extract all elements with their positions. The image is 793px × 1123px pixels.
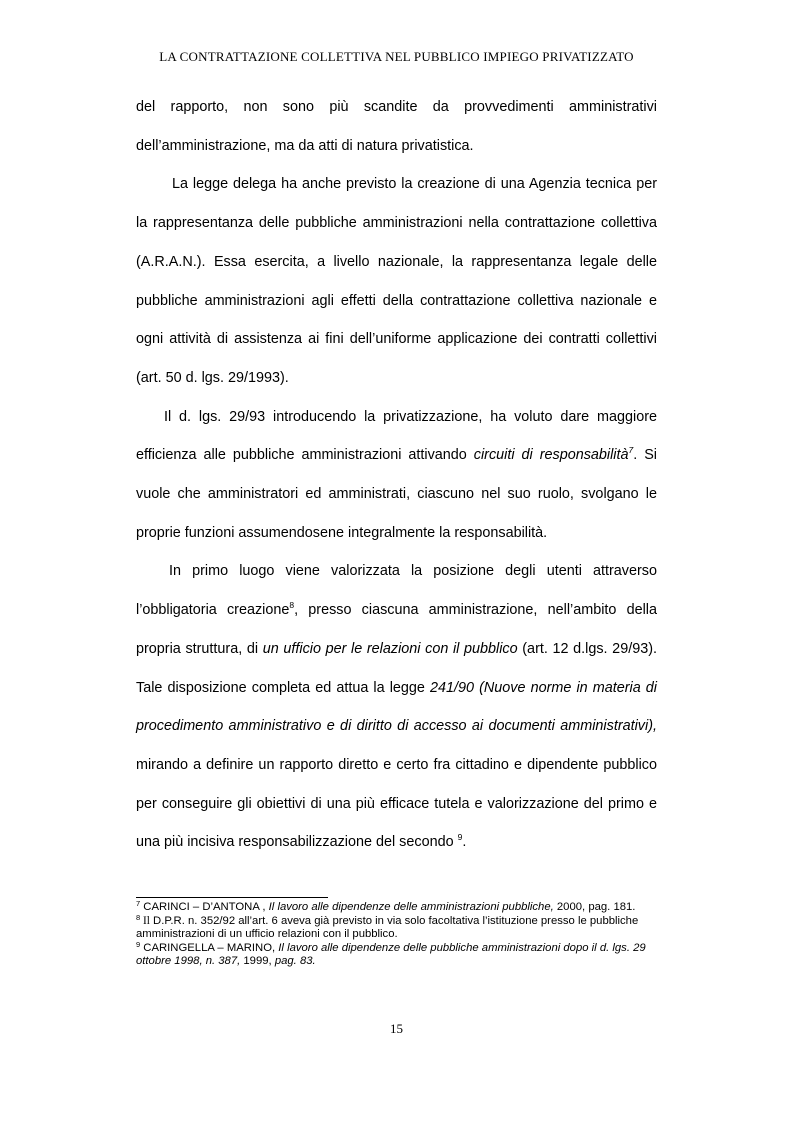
footnote-separator <box>136 897 328 898</box>
footnote-year: 1999, <box>240 955 275 968</box>
paragraph-3 <box>136 398 657 553</box>
footnote-page: pag. 83. <box>274 955 316 968</box>
footnote-9 <box>136 939 658 969</box>
footnote-ref-9: 9 <box>457 832 463 843</box>
footnote-number: 9 <box>136 939 141 949</box>
paragraph-3-text: Il d. lgs. 29/93 introducendo la privatizzazione, ha voluto dare maggiore efficienza alle pubbliche amministrazioni attivando <box>136 408 657 464</box>
paragraph-3-emphasis: circuiti di responsabilità <box>473 447 629 464</box>
running-header: LA CONTRATTAZIONE COLLETTIVA NEL PUBBLICO IMPIEGO PRIVATIZZATO <box>159 49 634 64</box>
body-text <box>136 88 657 862</box>
footnote-author: CARINGELLA – MARINO, <box>140 941 279 954</box>
footnote-8 <box>136 912 658 942</box>
footnote-text: D.P.R. n. 352/92 all’art. 6 aveva già previsto in via solo facoltativa l’istituzione presso le pubbliche amministrazioni di un ufficio relazioni con il pubblico. <box>136 914 639 941</box>
paragraph-4-text-1: In primo luogo viene valorizzata la posizione degli utenti attraverso l’obbligatoria creazione <box>136 563 657 619</box>
footnote-lead: Il <box>140 914 150 927</box>
footnote-ref-8: 8 <box>289 600 295 611</box>
paragraph-4-emphasis-2: 241/90 (Nuove norme in materia di procedimento amministrativo e di diritto di accesso ai documenti amministrativi), <box>136 679 657 735</box>
paragraph-1: del rapporto, non sono più scandite da provvedimenti amministrativi dell’amministrazione, ma da atti di natura privatistica. <box>136 99 657 154</box>
footnote-number: 7 <box>136 899 141 908</box>
paragraph-4-text-3: (art. 12 d.lgs. 29/93). Tale disposizione completa ed attua la legge <box>136 640 657 696</box>
footnote-citation: 2000, pag. 181. <box>553 901 636 913</box>
paragraph-4-text-5: . <box>462 834 467 851</box>
paragraph-2: La legge delega ha anche previsto la creazione di una Agenzia tecnica per la rappresentanza delle pubbliche amministrazioni nella contrattazione collettiva (A.R.A.N.). Essa esercita, a livello nazionale, la rappresentanza legale delle pubbliche amministrazioni agli effetti della contrattazione collettiva nazionale e ogni attività di assistenza ai fini dell’uniforme applicazione dei contratti collettivi (art. 50 d. lgs. 29/1993). <box>136 176 657 386</box>
paragraph-4-text-2: , presso ciascuna amministrazione, nell’ambito della propria struttura, di <box>136 602 657 657</box>
footnote-title: Il lavoro alle dipendenze delle pubbliche amministrazioni dopo il d. lgs. 29 ottobre 1998, n. 387, <box>136 941 646 968</box>
paragraph-4-emphasis-1: un ufficio per le relazioni con il pubblico <box>262 640 518 657</box>
footnote-number: 8 <box>136 912 141 922</box>
paragraph-4-text-4: mirando a definire un rapporto diretto e certo fra cittadino e dipendente pubblico per conseguire gli obiettivi di una più efficace tutela e valorizzazione del primo e una più incisiva responsabilizzazione del secondo <box>136 756 657 851</box>
paragraph-3-tail: . Si vuole che amministratori ed amministrati, ciascuno nel suo ruolo, svolgano le proprie funzioni assumendosene integralmente la responsabilità. <box>136 447 657 541</box>
footnote-7 <box>136 901 658 915</box>
paragraph-4 <box>136 552 657 862</box>
footnotes <box>136 901 658 969</box>
footnote-ref-7: 7 <box>628 445 634 456</box>
footnote-title: Il lavoro alle dipendenze delle amministrazioni pubbliche, <box>268 901 554 913</box>
page-number: 15 <box>390 1021 403 1036</box>
footnote-author: CARINCI – D’ANTONA , <box>140 901 269 913</box>
